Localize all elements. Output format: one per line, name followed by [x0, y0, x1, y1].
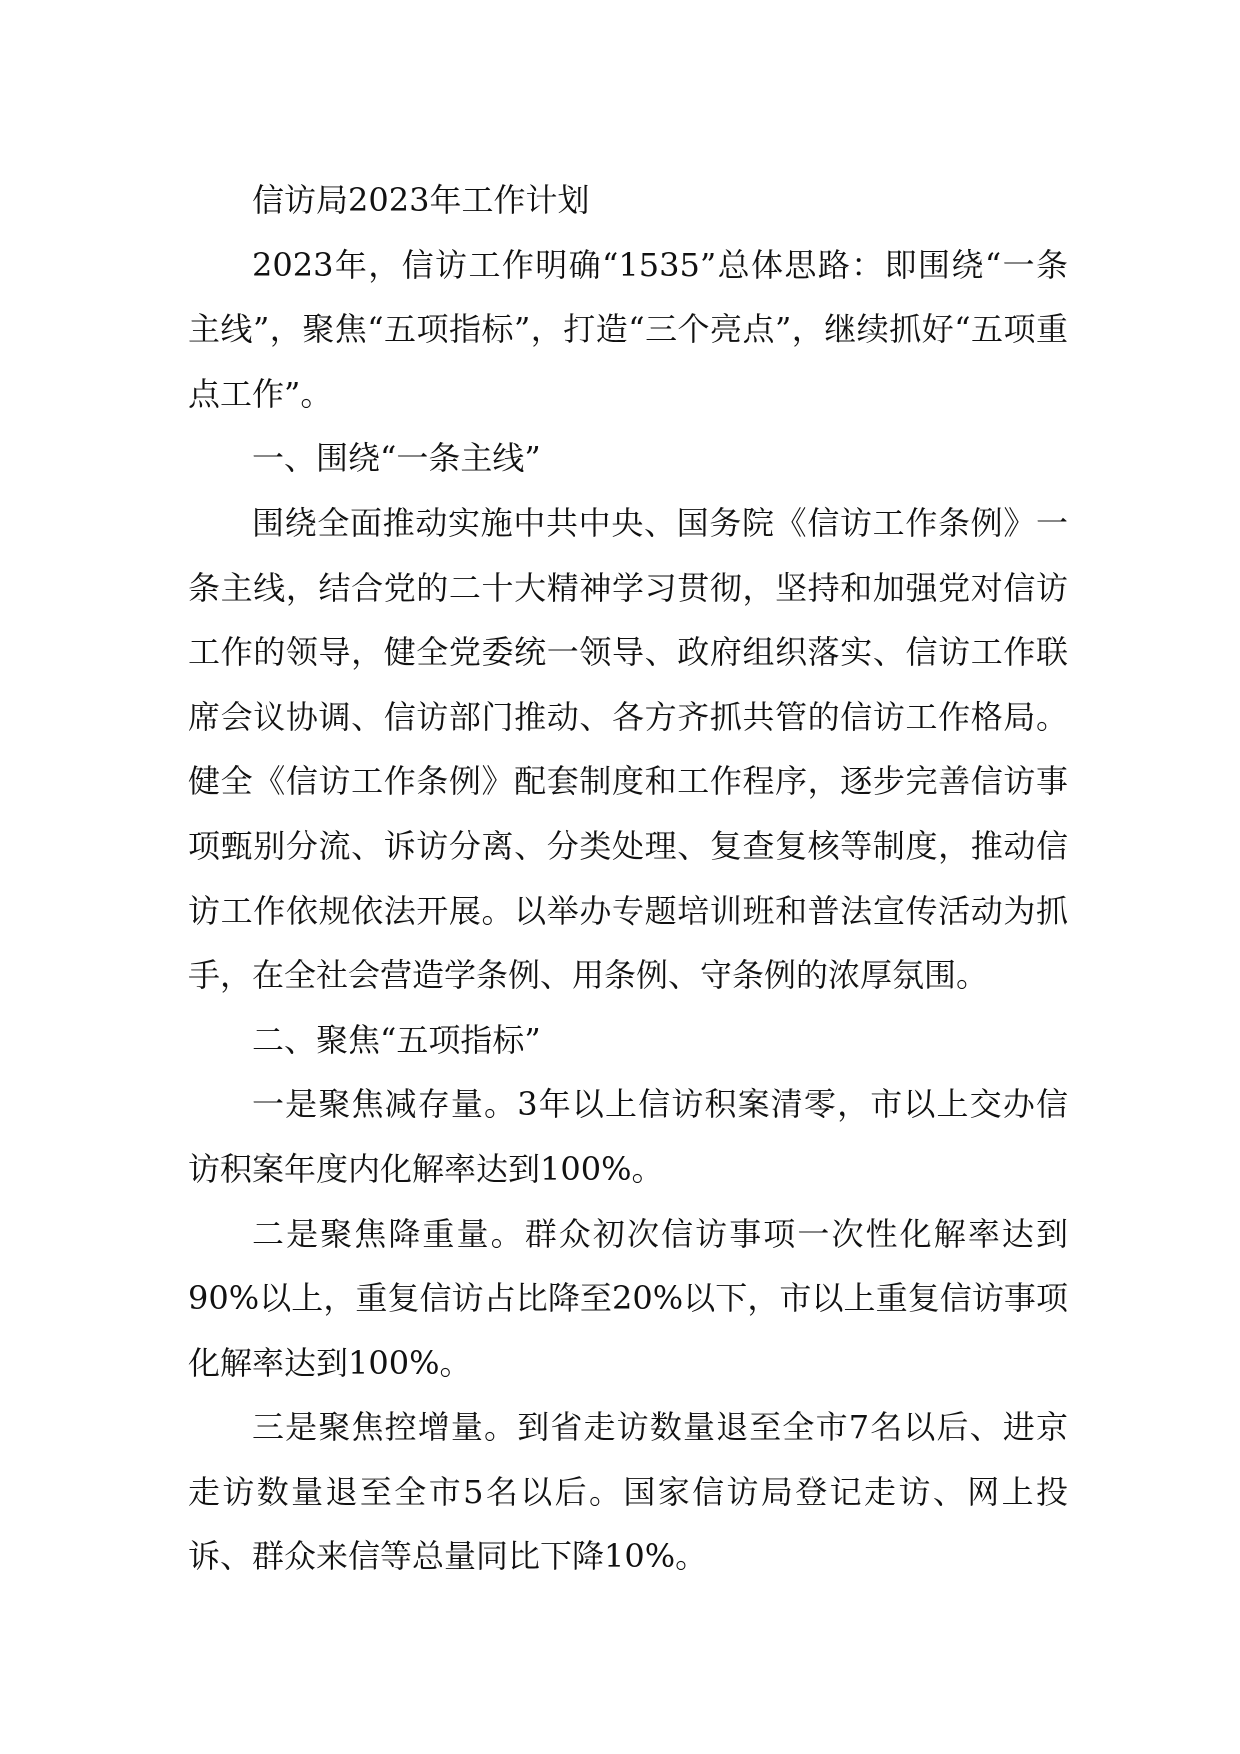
- section-heading-1: 一、围绕“一条主线”: [252, 439, 541, 478]
- document-body: [188, 168, 1068, 1589]
- paragraph-reduce-repeat: 二是聚焦降重量。群众初次信访事项一次性化解率达到90%以上，重复信访占比降至20%以下，市以上重复信访事项化解率达到100%。: [188, 1214, 1068, 1382]
- section-heading-2: 二、聚焦“五项指标”: [252, 1020, 541, 1059]
- paragraph-control-increase: 三是聚焦控增量。到省走访数量退至全市7名以后、进京走访数量退至全市5名以后。国家信访局登记走访、网上投诉、群众来信等总量同比下降10%。: [188, 1408, 1068, 1576]
- paragraph-main-line: 围绕全面推动实施中共中央、国务院《信访工作条例》一条主线，结合党的二十大精神学习贯彻，坚持和加强党对信访工作的领导，健全党委统一领导、政府组织落实、信访工作联席会议协调、信访部门推动、各方齐抓共管的信访工作格局。健全《信访工作条例》配套制度和工作程序，逐步完善信访事项甄别分流、诉访分离、分类处理、复查复核等制度，推动信访工作依规依法开展。以举办专题培训班和普法宣传活动为抓手，在全社会营造学条例、用条例、守条例的浓厚氛围。: [188, 503, 1068, 995]
- paragraph-overview: 2023年，信访工作明确“1535”总体思路：即围绕“一条主线”，聚焦“五项指标”，打造“三个亮点”，继续抓好“五项重点工作”。: [188, 245, 1068, 413]
- document-title: 信访局2023年工作计划: [252, 181, 590, 219]
- paragraph-reduce-stock: 一是聚焦减存量。3年以上信访积案清零，市以上交办信访积案年度内化解率达到100%。: [188, 1085, 1068, 1188]
